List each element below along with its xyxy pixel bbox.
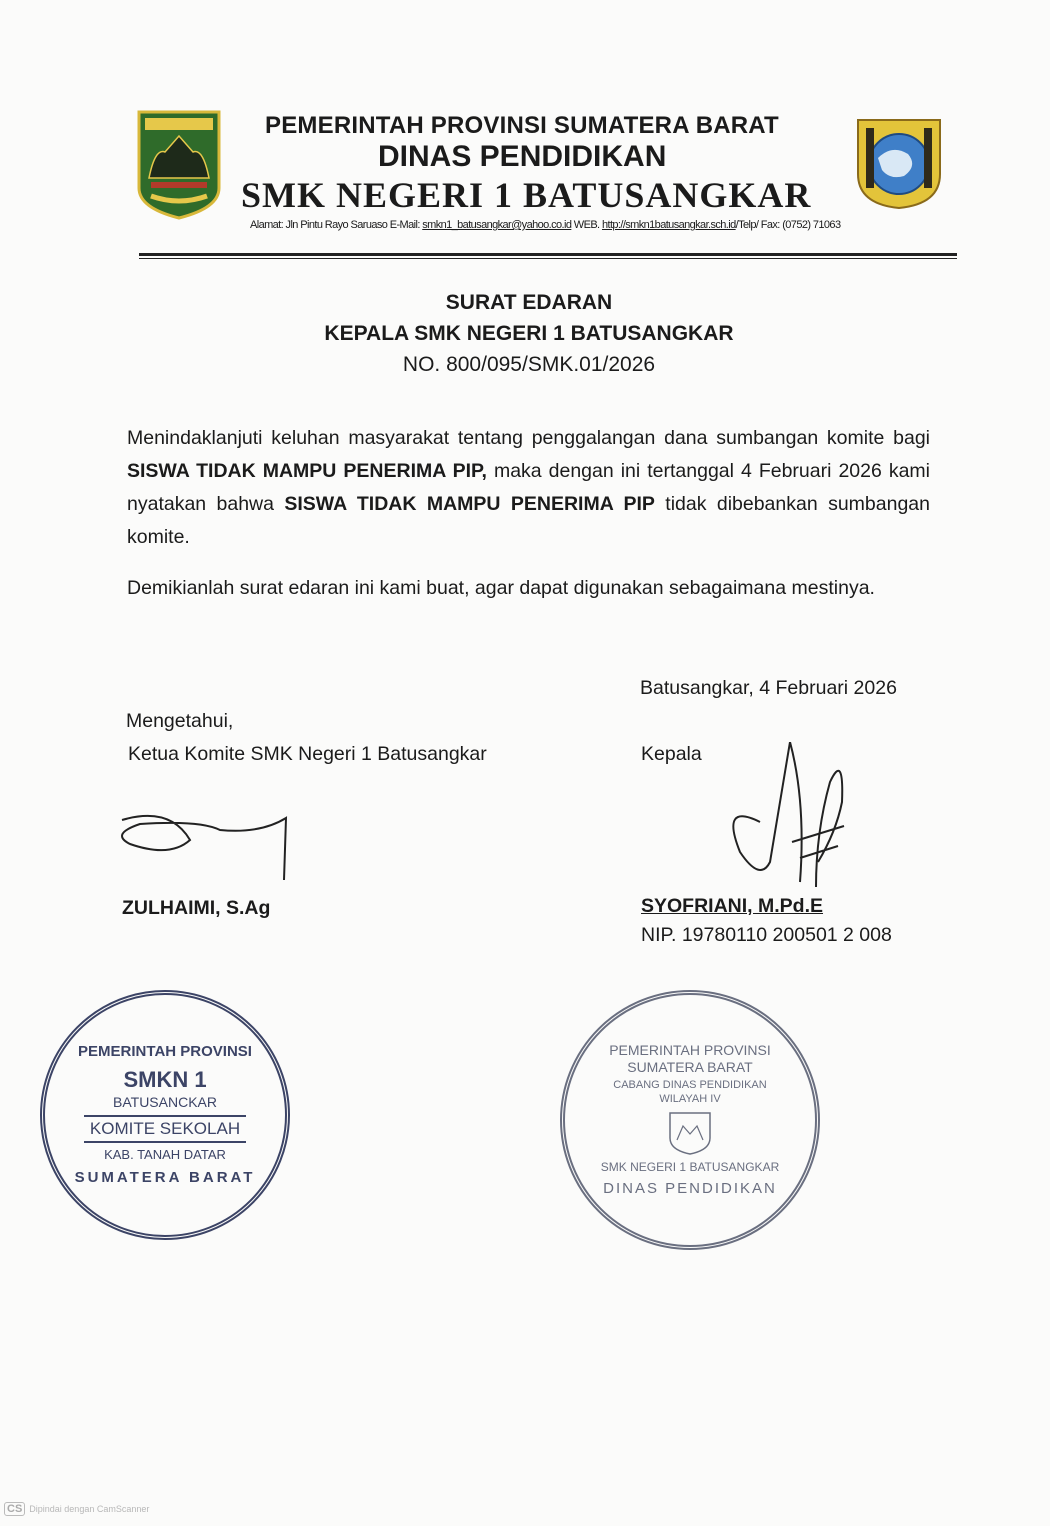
smk-logo bbox=[852, 114, 946, 212]
left-signatory-role: Ketua Komite SMK Negeri 1 Batusangkar bbox=[128, 743, 487, 765]
camscanner-watermark bbox=[4, 1502, 149, 1516]
stamp-text: KAB. TANAH DATAR bbox=[104, 1146, 226, 1162]
web-link[interactable]: http://smkn1batusangkar.sch.id bbox=[601, 219, 736, 231]
left-signatory-name: ZULHAIMI, S.Ag bbox=[122, 897, 271, 919]
stamp-text: SMKN 1 bbox=[123, 1067, 207, 1093]
sumatera-barat-logo bbox=[135, 108, 223, 222]
letterhead-department: DINAS PENDIDIKAN bbox=[378, 140, 667, 173]
committee-stamp bbox=[40, 990, 290, 1240]
letter-number: NO. 800/095/SMK.01/2026 bbox=[402, 353, 656, 376]
stamp-text: BATUSANCKAR bbox=[113, 1093, 217, 1110]
stamp-ring-text: PEMERINTAH PROVINSI SUMATERA BARAT bbox=[609, 1041, 771, 1075]
text: Menindaklanjuti keluhan masyarakat tentang penggalangan dana sumbangan komite bagi bbox=[127, 427, 930, 449]
school-official-stamp bbox=[560, 990, 820, 1250]
letterhead-address bbox=[250, 219, 840, 232]
camscanner-icon: CS bbox=[4, 1502, 25, 1516]
address-text: Alamat: Jln Pintu Rayo Saruaso E-Mail: bbox=[250, 219, 423, 231]
body-paragraph-1 bbox=[127, 422, 930, 554]
letterhead-government: PEMERINTAH PROVINSI SUMATERA BARAT bbox=[265, 112, 779, 139]
body-paragraph-2: Demikianlah surat edaran ini kami buat, agar dapat digunakan sebagaimana mestinya. bbox=[127, 577, 875, 599]
text: maka dengan ini tertanggal 4 Februari 2026 kami nyatakan bahwa bbox=[127, 460, 931, 515]
emphasis: SISWA TIDAK MAMPU PENERIMA PIP bbox=[284, 493, 655, 515]
right-signatory-nip: NIP. 19780110 200501 2 008 bbox=[641, 924, 892, 946]
web-label: WEB. bbox=[571, 219, 602, 231]
left-signature bbox=[110, 780, 300, 890]
stamp-ring-text: PEMERINTAH PROVINSI bbox=[78, 1043, 252, 1061]
phone-text: /Telp/ Fax: (0752) 71063 bbox=[735, 219, 841, 231]
stamp-ring-text: DINAS PENDIDIKAN bbox=[603, 1180, 777, 1198]
stamp-ring-text: CABANG DINAS PENDIDIKAN WILAYAH IV bbox=[613, 1079, 767, 1105]
text: tidak dibebankan sumbangan komite. bbox=[127, 493, 930, 548]
letter-title: SURAT EDARAN bbox=[445, 291, 613, 314]
stamp-crest-icon bbox=[665, 1110, 715, 1156]
right-signatory-name: SYOFRIANI, M.Pd.E bbox=[641, 895, 824, 917]
watermark-text: Dipindai dengan CamScanner bbox=[29, 1504, 150, 1514]
email-link[interactable]: smkn1_batusangkar@yahoo.co.id bbox=[422, 219, 572, 231]
right-signatory-role: Kepala bbox=[641, 743, 702, 765]
letterhead-rule-thick bbox=[139, 253, 957, 256]
letterhead-rule-thin bbox=[139, 258, 957, 259]
stamp-text: KOMITE SEKOLAH bbox=[84, 1115, 246, 1143]
letter-subtitle: KEPALA SMK NEGERI 1 BATUSANGKAR bbox=[324, 322, 734, 345]
stamp-ring-text: SMK NEGERI 1 BATUSANGKAR bbox=[600, 1159, 780, 1174]
emphasis: SISWA TIDAK MAMPU PENERIMA PIP, bbox=[127, 460, 487, 482]
letterhead-school: SMK NEGERI 1 BATUSANGKAR bbox=[241, 175, 812, 215]
acknowledged-label: Mengetahui, bbox=[126, 710, 234, 732]
right-signature bbox=[720, 742, 860, 892]
place-date: Batusangkar, 4 Februari 2026 bbox=[640, 677, 897, 699]
stamp-ring-text: SUMATERA BARAT bbox=[74, 1168, 256, 1186]
